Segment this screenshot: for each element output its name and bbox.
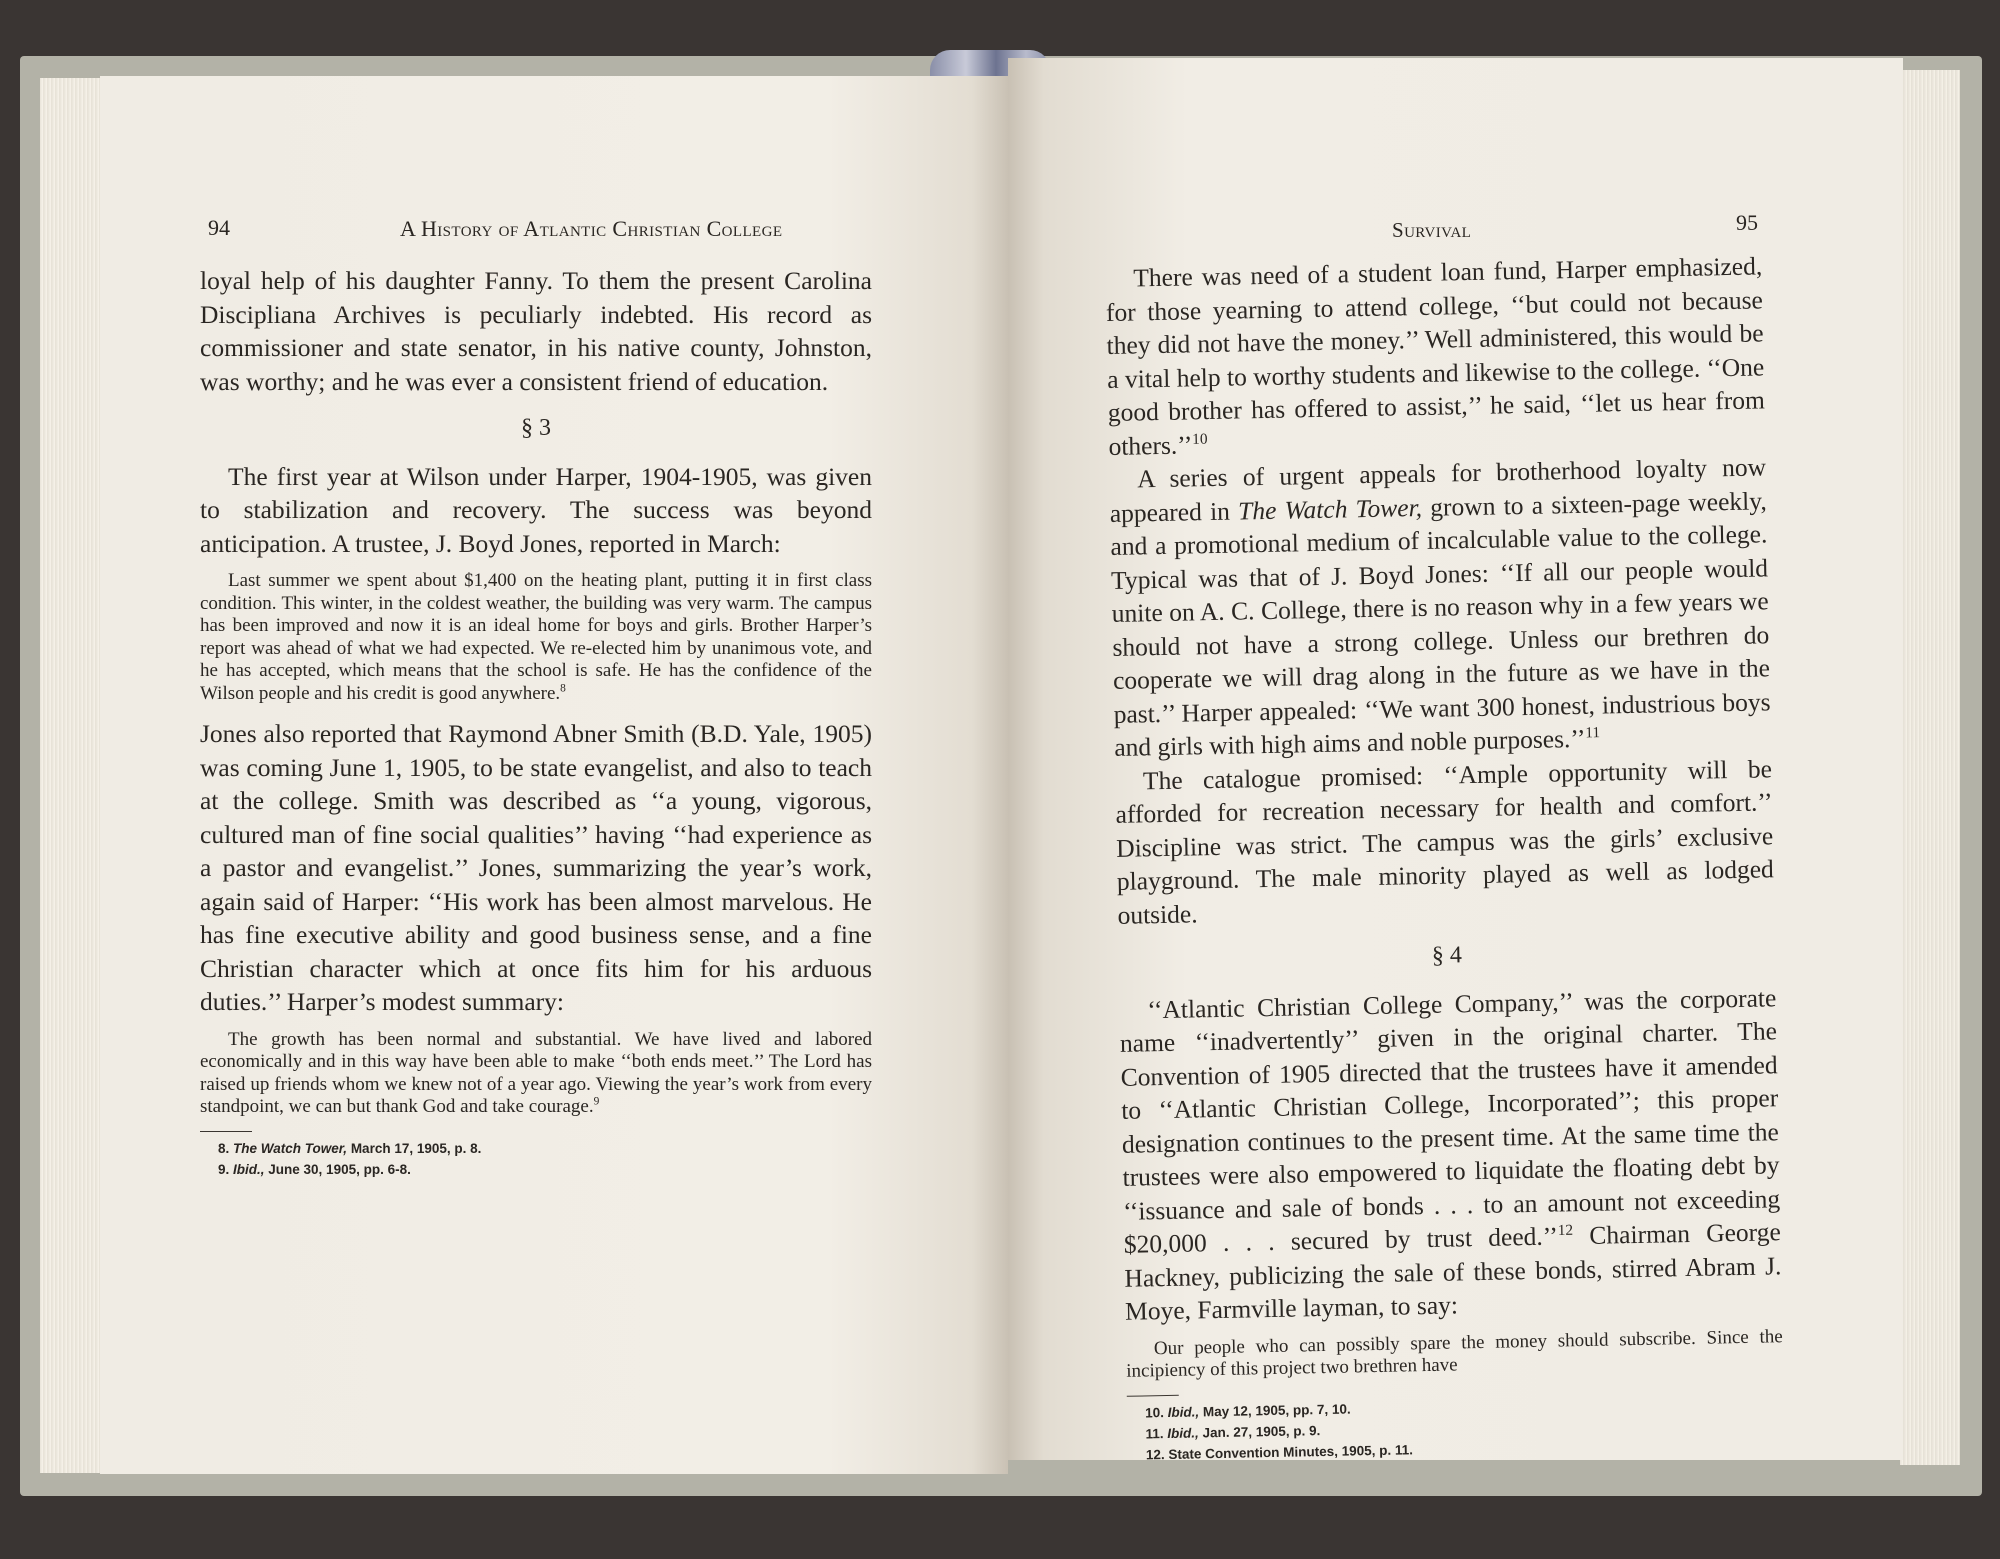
footnote-ref-12: 12 xyxy=(1557,1221,1574,1239)
right-running-head: Survival xyxy=(1392,218,1472,242)
left-paragraph-2: The first year at Wilson under Harper, 1904-1905, was given to stabilization and recovery. The success was beyond anticipation. A trustee, J. Boyd Jones, reported in March: xyxy=(200,461,872,558)
right-paragraph-1: There was need of a student loan fund, Harper emphasized, for those yearning to attend college, ‘‘but could not because they did not have the money.’’ Well administered, this would be a vital help to worthy students and likewise to the college. ‘‘One good brother has offered to assist,’’ he said, ‘‘let us hear from others.’’$^{10}$ xyxy=(1105,251,1766,461)
right-paragraph-4: ‘‘Atlantic Christian College Company,’’ was the corporate name ‘‘inadvertently’’ given in the original charter. The Convention of 1905 directed that the trustees have it amended to ‘‘Atlantic Christian College, Incorporated’’; this proper designation continues to the present time. At the same time the trustees were also empowered to liquidate the floating debt by ‘‘issuance and sale of bonds . . . to an amount not exceeding $20,000 . . . secured by trust deed.’’$^{12}$ Chairman George Hackney, publicizing the sale of these bonds, stirred Abram J. Moye, Farmville layman, to say: xyxy=(1119,982,1782,1326)
left-paragraph-1: loyal help of his daughter Fanny. To them the present Carolina Discipliana Archives is peculiarly indebted. His record as commissioner and state senator, in his native county, Johnston, was worthy; and he was ever a consistent friend of education. xyxy=(200,266,872,396)
footnote-11: 11. Ibid., Jan. 27, 1905, p. 9. xyxy=(1145,1422,1321,1441)
footnote-rule xyxy=(1127,1394,1179,1396)
footnote-12: 12. State Convention Minutes, 1905, p. 11. xyxy=(1145,1441,1414,1462)
block-quote-harper xyxy=(200,1029,872,1119)
footnote-rule xyxy=(200,1131,252,1132)
left-page-number: 94 xyxy=(208,215,230,240)
section-mark-3: § 3 xyxy=(521,415,551,441)
block-quote-harper-text: The growth has been normal and substantial. We have lived and labored economically and in this way have been able to make ‘‘both ends meet.’’ The Lord has raised up friends whom we knew not of a year ago. Viewing the year’s work from every standpoint, we can but thank God and take courage. xyxy=(200,1028,872,1117)
block-quote-moye: Our people who can possibly spare the money should subscribe. Since the incipiency of this project two brethren have xyxy=(1126,1325,1783,1382)
left-page-text xyxy=(200,264,872,1180)
left-paragraph-3: Jones also reported that Raymond Abner Smith (B.D. Yale, 1905) was coming June 1, 1905, to be state evangelist, and also to teach at the college. Smith was described as ‘‘a young, vigorous, cultured man of fine social qualities’’ having ‘‘had experience as a pastor and evangelist.’’ Jones, summarizing the year’s work, again said of Harper: ‘‘His work has been almost marvelous. He has fine executive ability and good business sense, and a fine Christian character which at once fits him for his arduous duties.’’ Harper’s modest summary: xyxy=(200,719,872,1016)
right-page-number: 95 xyxy=(1736,210,1758,235)
block-quote-jones-text: Last summer we spent about $1,400 on the heating plant, putting it in first class condition. This winter, in the coldest weather, the building was very warm. The campus has been improved and now it is an ideal home for boys and girls. Brother Harper’s report was ahead of what we had expected. We re-elected him by unanimous vote, and he has accepted, which means that the school is safe. He has the confidence of the Wilson people and his credit is good anywhere. xyxy=(200,570,872,704)
footnote-ref-11: 11 xyxy=(1585,724,1601,742)
right-page-text xyxy=(1105,249,1785,1465)
footnote-10: 10. Ibid., May 12, 1905, pp. 7, 10. xyxy=(1144,1400,1351,1420)
section-mark-4: § 4 xyxy=(1431,942,1463,969)
right-paragraph-3: The catalogue promised: ‘‘Ample opportunity will be afforded for recreation necessary for health and comfort.’’ Discipline was strict. The campus was the girls’ exclusive playground. The male minority played as well as lodged outside. xyxy=(1115,753,1775,930)
right-paragraph-2: A series of urgent appeals for brotherhood loyalty now appeared in The Watch Tower, grown to a sixteen-page weekly, and a promotional medium of incalculable value to the college. Typical was that of J. Boyd Jones: ‘‘If all our people would unite on A. C. College, there is no reason why in a few years we should not have a strong college. Unless our brethren do cooperate we will drag along in the future as we have in the past.’’ Harper appealed: ‘‘We want 300 honest, industrious boys and girls with high aims and noble purposes.’’$^{11}$ xyxy=(1109,452,1771,762)
footnote-9: 9. Ibid., June 30, 1905, pp. 6-8. xyxy=(218,1161,411,1177)
footnote-ref-10: 10 xyxy=(1192,430,1208,448)
footnote-ref-9: 9 xyxy=(593,1095,600,1108)
footnote-8: 8. The Watch Tower, March 17, 1905, p. 8. xyxy=(218,1140,482,1156)
left-running-head: A History of Atlantic Christian College xyxy=(400,216,783,241)
block-quote-jones xyxy=(200,570,872,705)
page-edges-right xyxy=(1900,70,1960,1465)
footnote-ref-8: 8 xyxy=(560,682,566,695)
